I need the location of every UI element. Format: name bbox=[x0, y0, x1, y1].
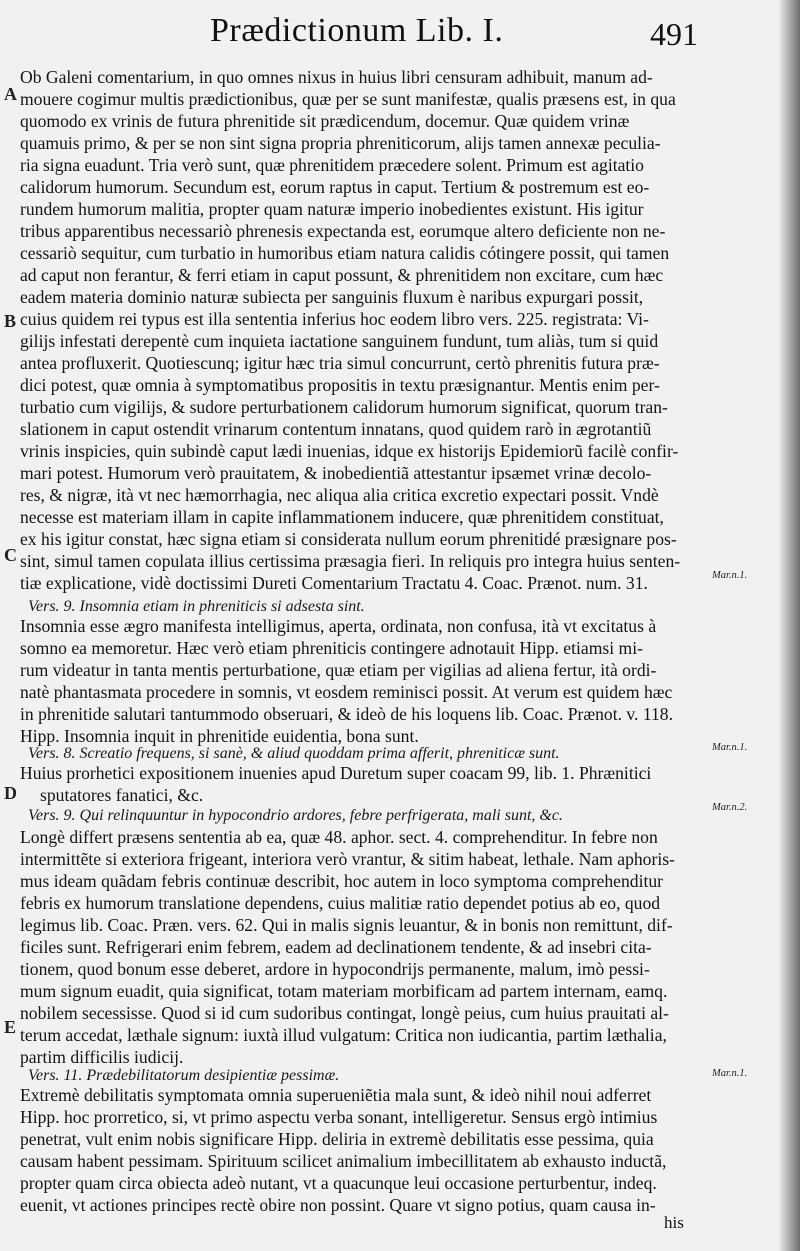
section-marker-c: C bbox=[4, 545, 17, 565]
text-line: cessariò sequitur, cum turbatio in humoribus etiam natura calidis cótingere possit, qui tamen bbox=[20, 243, 670, 263]
margin-note: Mar.n.1. bbox=[712, 1068, 748, 1079]
text-line: rundem humorum malitia, propter quam naturæ imperio inobedientes existunt. His igitur bbox=[20, 199, 644, 219]
text-line: cuius quidem rei typus est illa sententia inferius hoc eodem libro vers. 225. registrata: Vi- bbox=[20, 309, 649, 329]
text-line: gilijs infestati derepentè cum inquieta iactatione sanguinem fundunt, tum aliàs, tum si quid bbox=[20, 331, 659, 351]
text-line: causam habent pessimam. Spirituum scilicet animalium imbecillitatem ab exhausto inductã, bbox=[20, 1151, 667, 1171]
text-line: mus ideam quãdam febris continuæ describit, hoc autem in loco symptoma comprehenditur bbox=[20, 871, 663, 891]
text-line: natè phantasmata procedere in somnis, vt eosdem reminisci possit. At verum est quidem hæc bbox=[20, 682, 673, 702]
text-line: in phrenitide salutari tantummodo obseruari, & ideò de his loquens lib. Coac. Prænot. v. 118. bbox=[20, 704, 673, 724]
text-line: necesse est materiam illam in capite inflammationem inducere, quæ phrenitidem constituat, bbox=[20, 507, 664, 527]
text-line: sint, simul tamen copulata illius certissima præsagia fieri. In reliquis pro integra huius senten- bbox=[20, 551, 681, 571]
page-header bbox=[0, 10, 800, 54]
verse-heading: Vers. 11. Prædebilitatorum desipientiæ pessimæ. bbox=[28, 1067, 340, 1084]
text-line: turbatio cum vigilijs, & sudore perturbationem calidorum humorum significat, quorum tran- bbox=[20, 397, 668, 417]
text-line: Ob Galeni comentarium, in quo omnes nixus in huius libri censuram adhibuit, manum ad- bbox=[20, 67, 653, 87]
text-line: ria signa euadunt. Tria verò sunt, quæ phrenitidem præcedere solent. Primum est agitatio bbox=[20, 155, 644, 175]
catchword: his bbox=[664, 1213, 684, 1232]
text-line: terum accedat, læthale signum: iuxtà illud vulgatum: Critica non iudicantia, partim læthalia, bbox=[20, 1025, 667, 1045]
text-line: eadem materia dominio naturæ subiecta per sanguinis fluxum è naribus expurgari possit, bbox=[20, 287, 644, 307]
text-line: antea profluxerit. Quotiescunq; igitur hæc tria simul concurrunt, certò phrenitis futura præ- bbox=[20, 353, 660, 373]
text-line: quamuis primo, & per se non sint signa propria phreniticorum, alijs tamen annexæ peculia- bbox=[20, 133, 661, 153]
text-line: vrinis inspicies, quin subindè caput lædi inuenias, idque ex historijs Epidemiorũ facilè confir- bbox=[20, 441, 679, 461]
text-line: euenit, vt actiones principes rectè obire non possint. Quare vt signo potius, quam causa in- bbox=[20, 1195, 656, 1215]
text-line: intermittẽte si exteriora frigeant, interiora verò vrantur, & sitim habeat, lethale. Nam aphoris- bbox=[20, 849, 675, 869]
text-line: partim difficilis iudicij. bbox=[20, 1047, 184, 1067]
section-marker-d: D bbox=[4, 783, 17, 803]
page-number: 491 bbox=[650, 16, 698, 52]
text-line: tribus apparentibus necessariò phrenesis expectanda est, eorumque altero deficiente non ne- bbox=[20, 221, 666, 241]
verse-heading: Vers. 9. Insomnia etiam in phreniticis si adsesta sint. bbox=[28, 598, 365, 615]
text-line: penetrat, vult enim nobis significare Hipp. deliria in extremè debilitatis esse pessima, quia bbox=[20, 1129, 654, 1149]
text-line: ficiles sunt. Refrigerari enim febrem, eadem ad declinationem tendente, & ad insebri cita- bbox=[20, 937, 652, 957]
text-line: Huius prorhetici expositionem inuenies apud Duretum super coacam 99, lib. 1. Phrænitici bbox=[20, 763, 652, 783]
verse-heading: Vers. 9. Qui relinquuntur in hypocondrio ardores, febre perfrigerata, mali sunt, &c. bbox=[28, 807, 563, 824]
running-title: Prædictionum Lib. I. bbox=[210, 12, 504, 49]
text-line: res, & nigræ, ità vt nec hæmorrhagia, nec aliqua alia critica excretio expectari possit. Vndè bbox=[20, 485, 659, 505]
text-line: tionem, quod bonum esse deberet, ardore in hypocondrijs permanente, malum, imò pessi- bbox=[20, 959, 650, 979]
page-edge-shadow bbox=[778, 0, 800, 1251]
section-marker-b: B bbox=[4, 311, 17, 331]
text-line: Hipp. hoc prorretico, si, vt primo aspectu verba sonant, intelligeretur. Sensus ergò intimius bbox=[20, 1107, 658, 1127]
text-line: tiæ explicatione, vidè doctissimi Dureti Comentarium Tractatu 4. Coac. Prænot. num. 31. bbox=[20, 573, 648, 593]
text-line: slationem in caput ostendit vrinarum contentum innatans, quod quidem rarò in ægrotantiũ bbox=[20, 419, 652, 439]
text-line: mum signum euadit, quia significat, totam materiam morbificam ad partem internam, eamq. bbox=[20, 981, 668, 1001]
margin-note: Mar.n.2. bbox=[712, 802, 748, 813]
text-line: mouere cogimur multis prædictionibus, quæ per se sunt manifestæ, qualis præsens est, in qua bbox=[20, 89, 676, 109]
text-line: propter quam circa obiecta adeò nutant, vt a quacunque leui occasione perturbentur, indeq. bbox=[20, 1173, 657, 1193]
text-line: Hipp. Insomnia inquit in phrenitide euidentia, bona sunt. bbox=[20, 726, 419, 746]
text-line: febris ex humorum translatione dependens, cuius malitiæ ratio dependet potius ab eo, quod bbox=[20, 893, 661, 913]
text-line: quomodo ex vrinis de futura phrenitide sit prædicendum, docemur. Quæ quidem vrinæ bbox=[20, 111, 630, 131]
text-line: somno ea memoretur. Hæc verò etiam phreniticis contingere adnotauit Hipp. etiamsi mi- bbox=[20, 638, 643, 658]
text-line: mari potest. Humorum verò prauitatem, & inobedientiã attestantur ipsæmet vrinæ decolo- bbox=[20, 463, 652, 483]
section-marker-a: A bbox=[4, 84, 17, 104]
text-line: legimus lib. Coac. Præn. vers. 62. Qui in malis signis leuantur, & in bonis non remittunt, dif- bbox=[20, 915, 673, 935]
text-line: nobilem secessisse. Quod si id cum sudoribus contingat, longè peius, cum huius prauitati al- bbox=[20, 1003, 669, 1023]
text-line: ex his igitur constat, hæc signa etiam si considerata nullum eorum phrenitidé præsignare pos- bbox=[20, 529, 677, 549]
text-line: dici potest, quæ omnia à symptomatibus propositis in textu præsignantur. Mentis enim per- bbox=[20, 375, 660, 395]
section-marker-e: E bbox=[4, 1017, 17, 1037]
margin-note: Mar.n.1. bbox=[712, 570, 748, 581]
text-line: sputatores fanatici, &c. bbox=[40, 785, 204, 805]
text-line: Longè differt præsens sententia ab ea, quæ 48. aphor. sect. 4. comprehenditur. In febre non bbox=[20, 827, 658, 847]
text-line: ad caput non ferantur, & ferri etiam in caput possunt, & phrenitidem non excitare, cum hæc bbox=[20, 265, 664, 285]
text-line: rum videatur in tanta mentis perturbatione, quæ etiam per vigilias ad aliena fertur, ità ordi- bbox=[20, 660, 657, 680]
text-line: Insomnia esse ægro manifesta intelligimus, aperta, ordinata, non confusa, ità vt excitatus à bbox=[20, 616, 657, 636]
text-line: Extremè debilitatis symptomata omnia superueniẽtia mala sunt, & ideò nihil noui adferret bbox=[20, 1085, 652, 1105]
text-line: calidorum humorum. Secundum est, eorum raptus in caput. Tertium & postremum est eo- bbox=[20, 177, 650, 197]
margin-note: Mar.n.1. bbox=[712, 742, 748, 753]
verse-heading: Vers. 8. Screatio frequens, si sanè, & aliud quoddam prima afferit, phreniticæ sunt. bbox=[28, 745, 560, 762]
